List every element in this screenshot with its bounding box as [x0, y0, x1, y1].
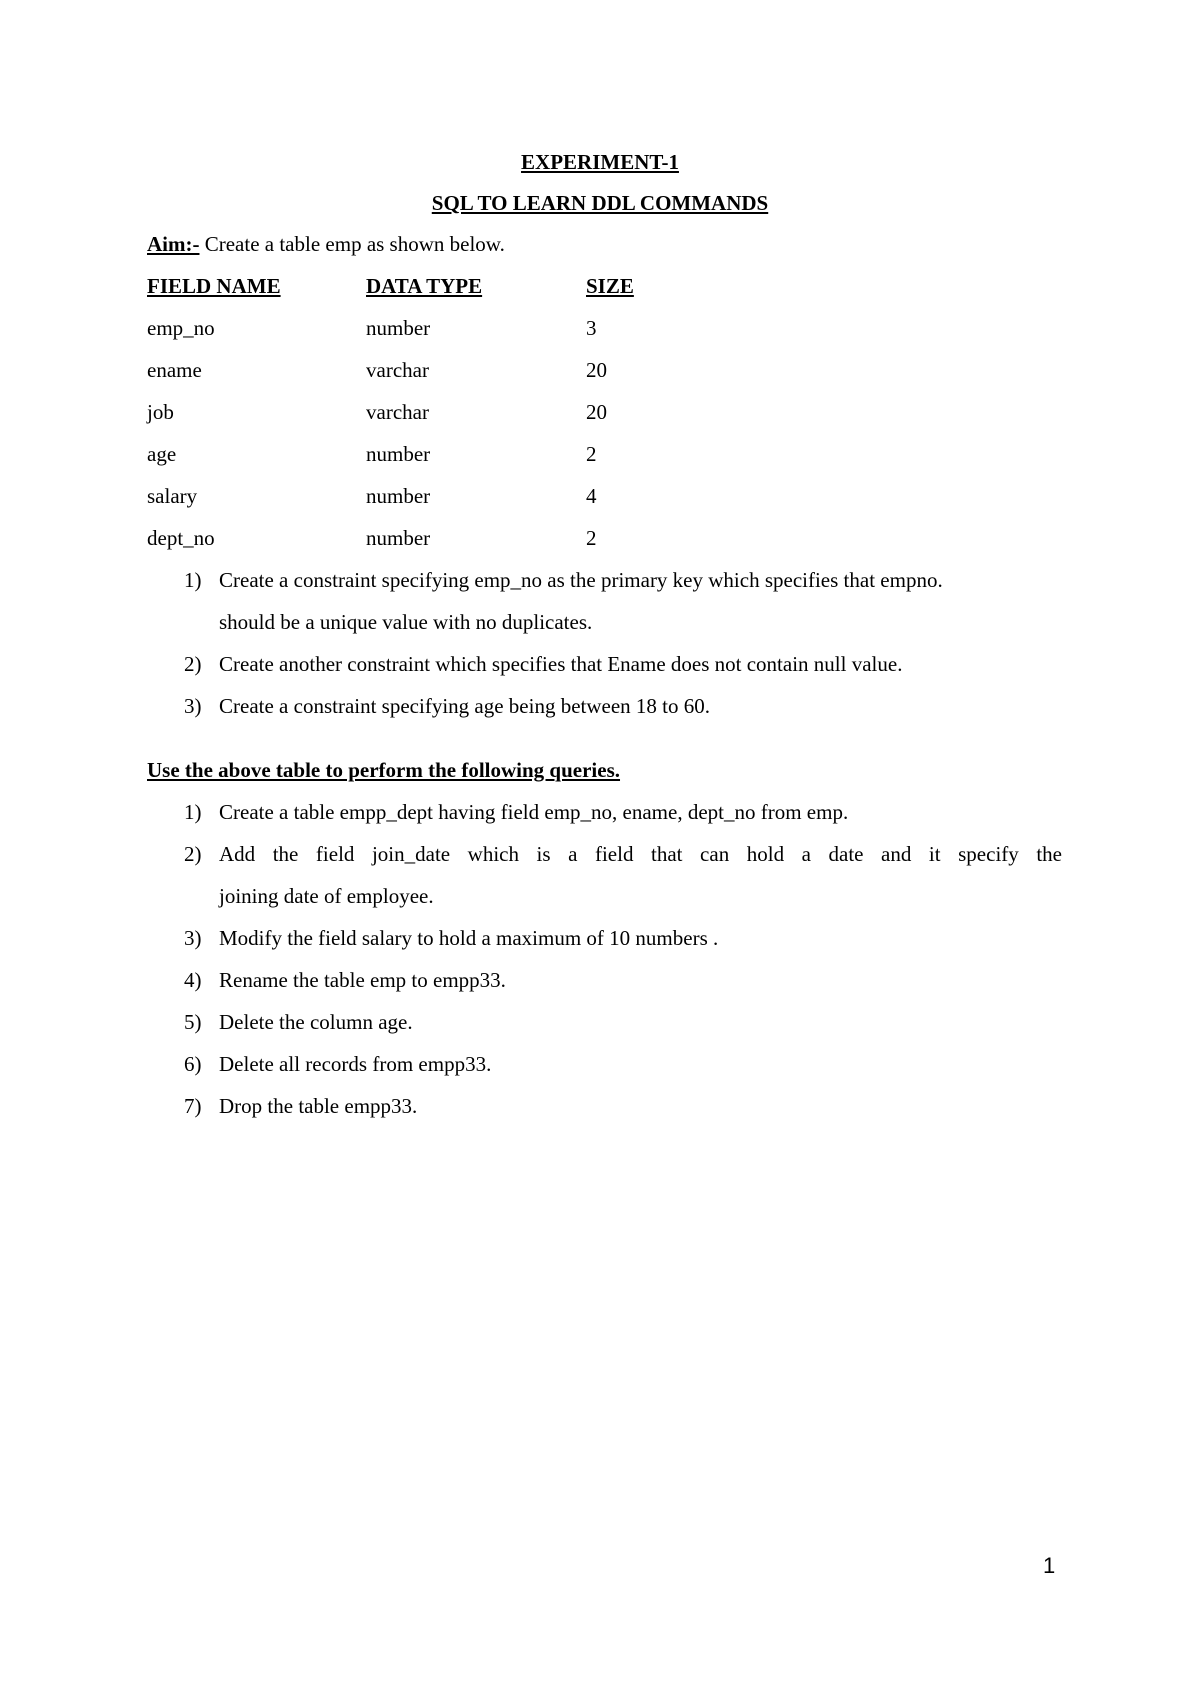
- page-number: 1: [1043, 1553, 1056, 1578]
- query-text: Add the field join_date which is a field that can hold a date and it specify the: [219, 842, 1062, 866]
- table-header-field-name: FIELD NAME: [147, 274, 281, 298]
- query-number: 5): [184, 1010, 202, 1034]
- table-cell-field: dept_no: [147, 526, 215, 550]
- table-cell-type: varchar: [366, 400, 429, 424]
- query-text: joining date of employee.: [219, 884, 434, 908]
- table-header-data-type: DATA TYPE: [366, 274, 483, 298]
- page-title: EXPERIMENT-1: [521, 150, 679, 174]
- query-number: 4): [184, 968, 202, 992]
- constraint-number: 2): [184, 652, 202, 676]
- queries-heading: Use the above table to perform the following queries.: [147, 758, 621, 782]
- aim-text: Create a table emp as shown below.: [199, 232, 505, 256]
- table-cell-type: number: [366, 442, 431, 466]
- table-cell-type: number: [366, 484, 431, 508]
- query-text: Delete the column age.: [219, 1010, 413, 1034]
- table-cell-size: 3: [586, 316, 597, 340]
- query-number: 3): [184, 926, 202, 950]
- constraint-text: Create another constraint which specifies that Ename does not contain null value.: [219, 652, 903, 676]
- constraint-number: 1): [184, 568, 202, 592]
- constraint-text: Create a constraint specifying emp_no as the primary key which specifies that empno.: [219, 568, 943, 592]
- query-number: 2): [184, 842, 202, 866]
- query-text: Delete all records from empp33.: [219, 1052, 492, 1076]
- query-text: Rename the table emp to empp33.: [219, 968, 506, 992]
- table-cell-field: age: [147, 442, 177, 466]
- table-cell-field: ename: [147, 358, 202, 382]
- query-number: 6): [184, 1052, 202, 1076]
- query-text: Drop the table empp33.: [219, 1094, 418, 1118]
- table-cell-size: 20: [586, 400, 607, 424]
- table-cell-size: 2: [586, 526, 597, 550]
- aim-label: Aim:-: [147, 232, 200, 256]
- page-subtitle: SQL TO LEARN DDL COMMANDS: [431, 191, 769, 215]
- table-header-size: SIZE: [586, 274, 634, 298]
- query-number: 7): [184, 1094, 202, 1118]
- table-cell-type: number: [366, 526, 431, 550]
- table-cell-field: emp_no: [147, 316, 215, 340]
- table-cell-type: varchar: [366, 358, 429, 382]
- constraint-text: Create a constraint specifying age being between 18 to 60.: [219, 694, 710, 718]
- table-cell-size: 20: [586, 358, 607, 382]
- constraint-number: 3): [184, 694, 202, 718]
- query-text: Create a table empp_dept having field emp_no, ename, dept_no from emp.: [219, 800, 849, 824]
- aim-line: [147, 231, 505, 257]
- table-cell-size: 2: [586, 442, 597, 466]
- table-cell-field: job: [147, 400, 174, 424]
- query-number: 1): [184, 800, 202, 824]
- table-cell-type: number: [366, 316, 431, 340]
- query-text: Modify the field salary to hold a maximum of 10 numbers .: [219, 926, 719, 950]
- table-cell-field: salary: [147, 484, 198, 508]
- table-cell-size: 4: [586, 484, 597, 508]
- constraint-text: should be a unique value with no duplicates.: [219, 610, 593, 634]
